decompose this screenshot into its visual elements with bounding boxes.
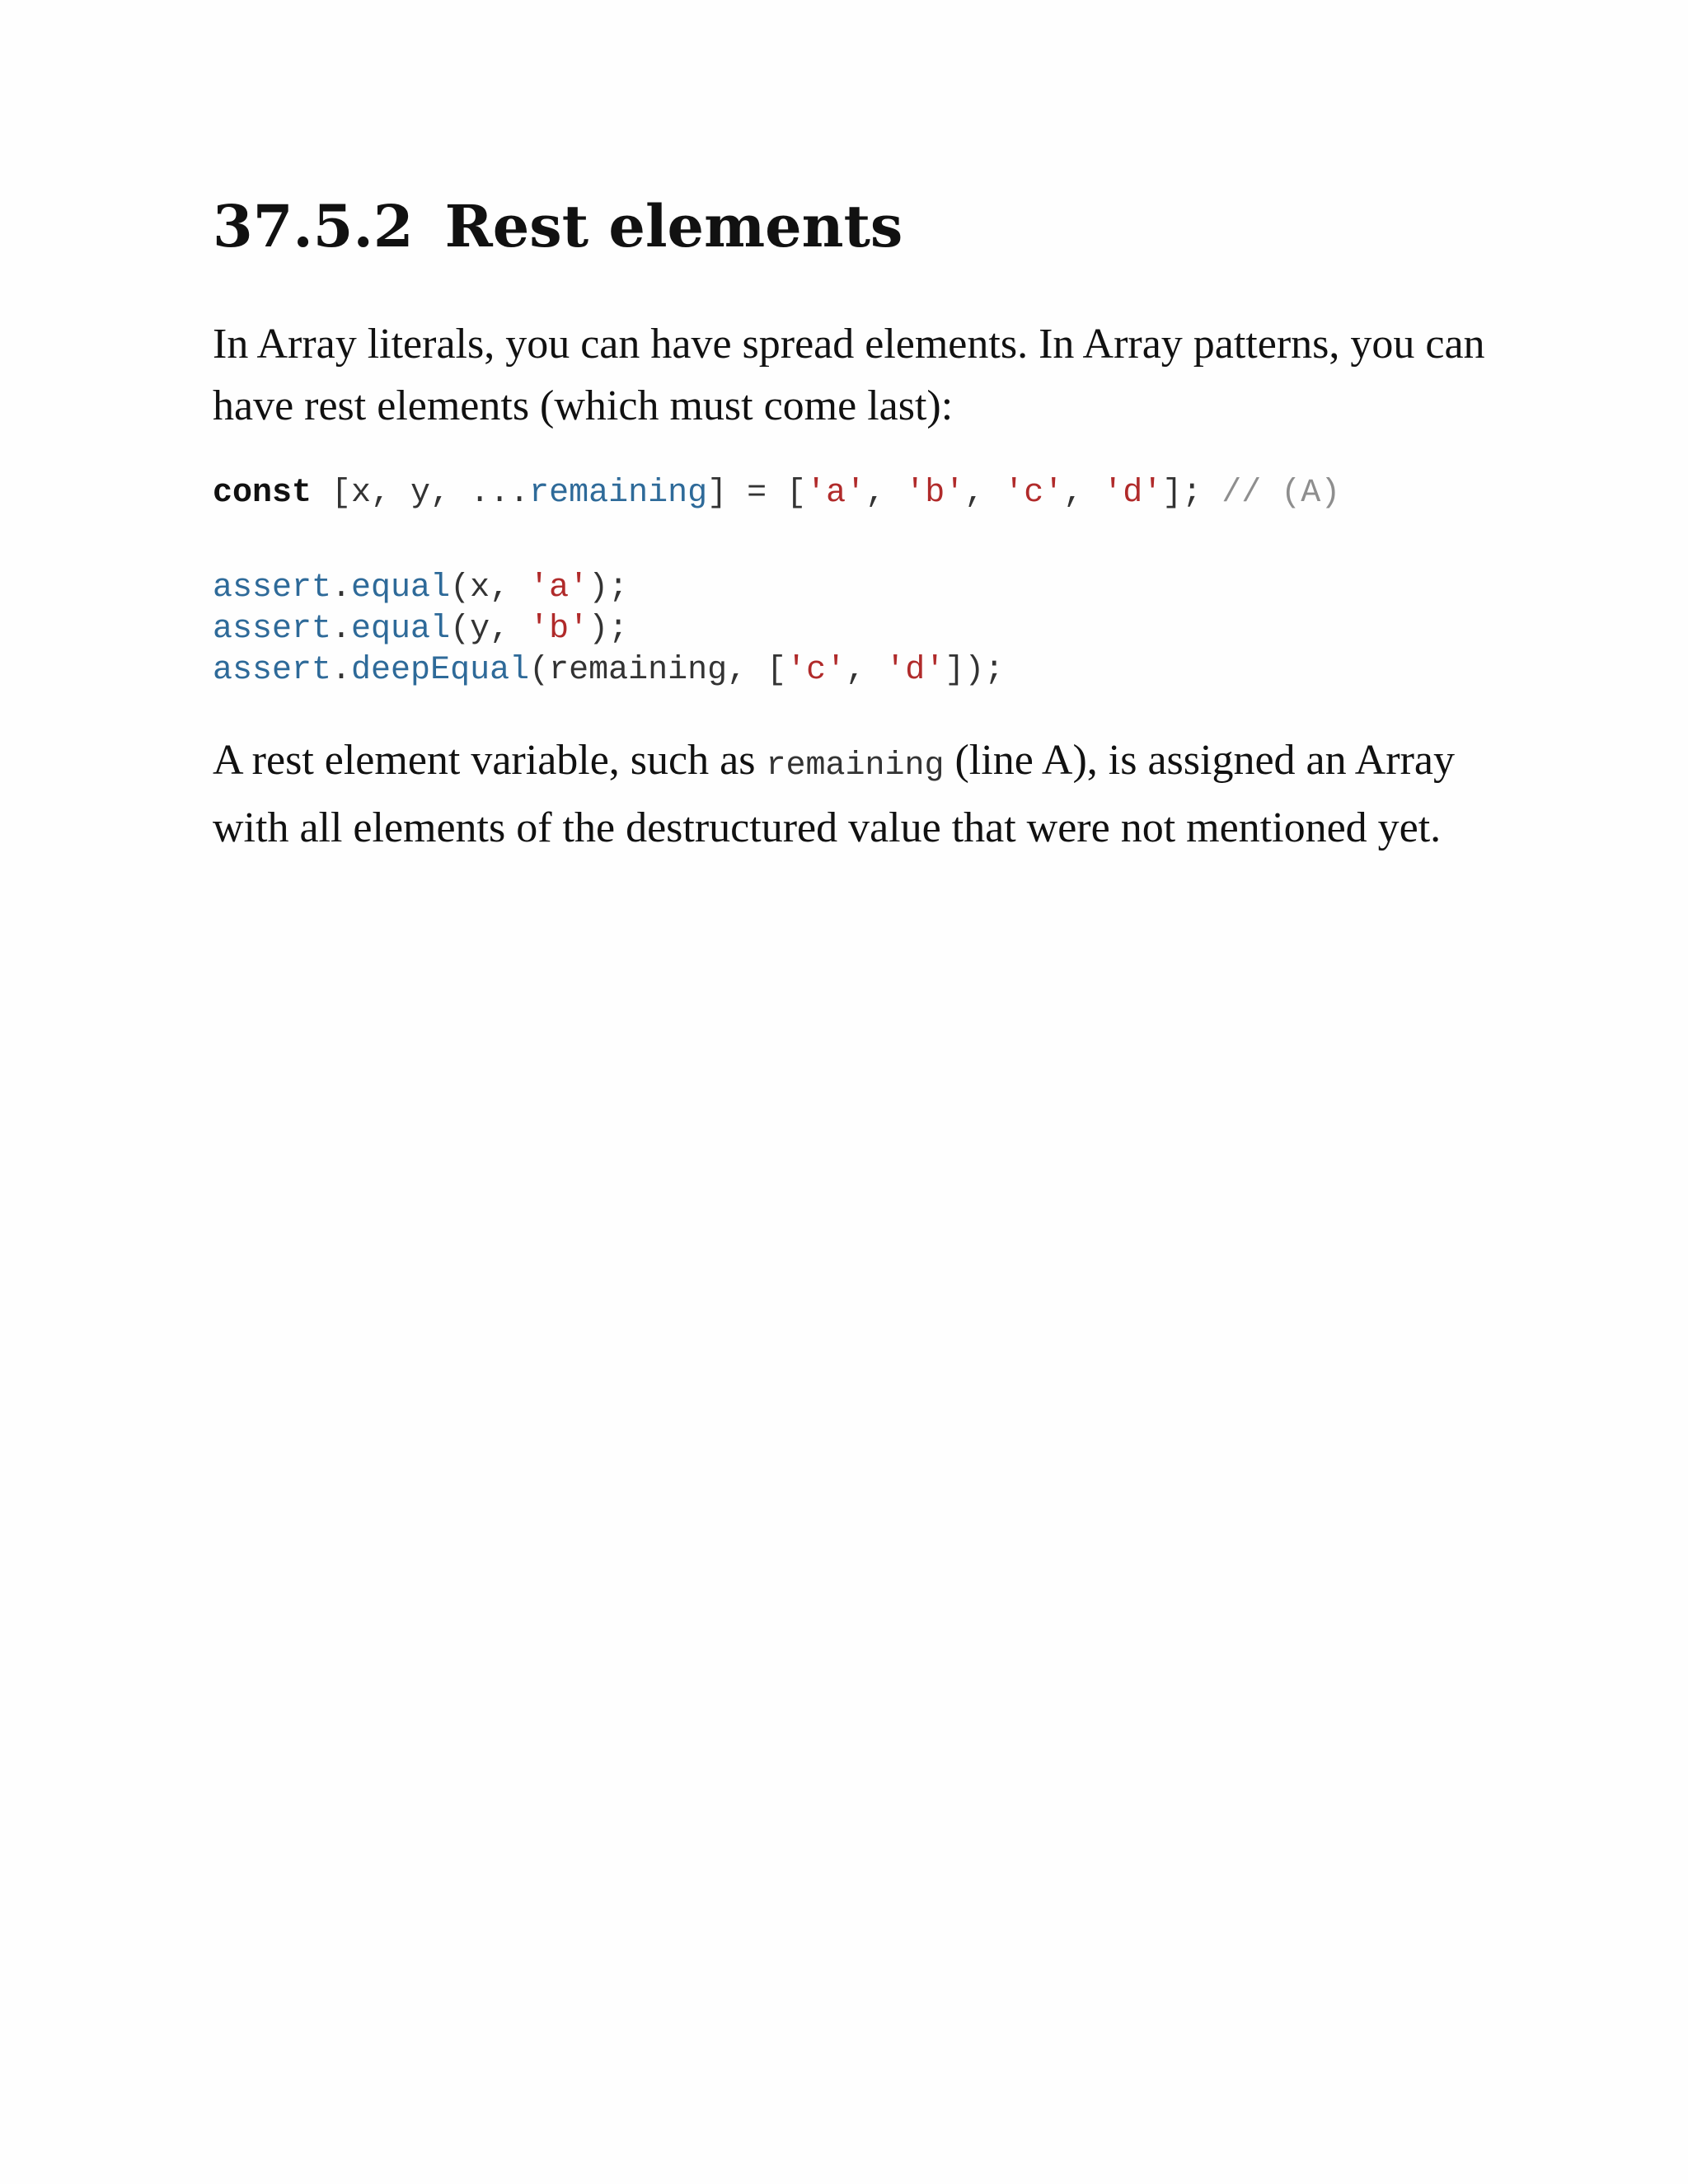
code-comment: // (A)	[1221, 475, 1341, 512]
code-line-1: const [x, y, ...remaining] = ['a', 'b', 'c', 'd']; // (A)	[213, 475, 1341, 512]
page-content	[213, 190, 1515, 859]
outro-paragraph: A rest element variable, such as remaining (line A), is assigned an Array with all elements of the destructured value that were not mentioned yet.	[213, 737, 1456, 851]
code-string: 'c'	[1004, 475, 1064, 512]
code-line-2: assert.equal(x, 'a');	[213, 569, 629, 607]
code-blank-line	[213, 514, 1515, 568]
code-identifier: remaining	[529, 475, 708, 512]
intro-paragraph: In Array literals, you can have spread elements. In Array patterns, you can have rest elements (which must come last):	[213, 321, 1485, 429]
section-heading	[213, 190, 1515, 264]
code-string: 'd'	[1103, 475, 1163, 512]
inline-code-remaining: remaining	[766, 748, 945, 785]
section-title: Rest elements	[444, 192, 903, 260]
code-line-4: assert.deepEqual(remaining, ['c', 'd']);	[213, 652, 1005, 689]
code-string: 'b'	[905, 475, 965, 512]
code-block	[213, 473, 1515, 691]
code-string: 'a'	[806, 475, 866, 512]
section-number: 37.5.2	[213, 192, 414, 260]
code-keyword: const	[213, 475, 312, 512]
code-line-3: assert.equal(y, 'b');	[213, 611, 629, 648]
